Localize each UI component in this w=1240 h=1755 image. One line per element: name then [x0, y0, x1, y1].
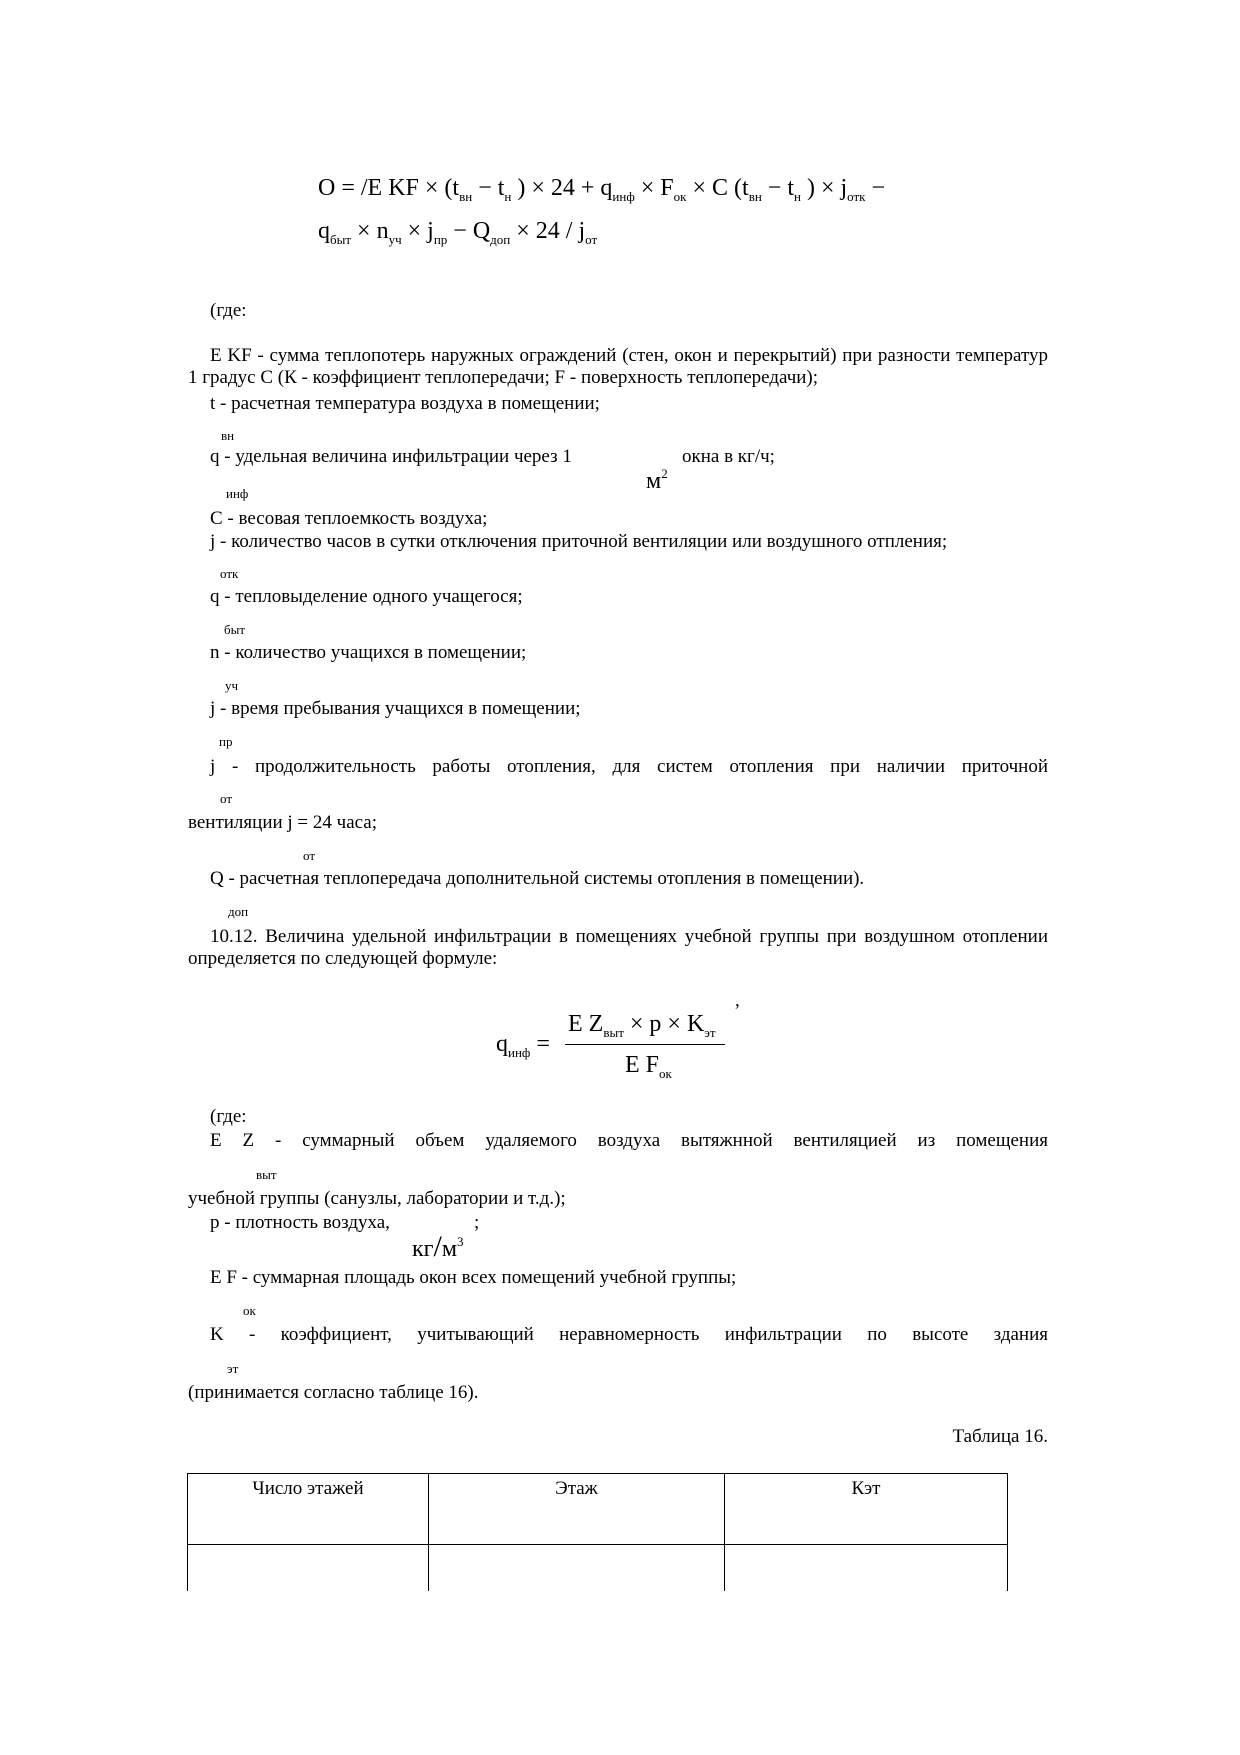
def-c: С - весовая теплоемкость воздуха; — [210, 508, 488, 529]
def-j-otk: j - количество часов в сутки отключения приточной вентиляции или воздушного отпления; — [210, 531, 948, 552]
where-label: (где: — [210, 300, 247, 321]
unit-m2: $м^2$ — [646, 466, 668, 494]
def-q-inf-subscript: инф — [226, 486, 249, 501]
def-ez: E Z - суммарный объем удаляемого воздуха вытяжнной вентиляцией из помещения — [210, 1130, 1048, 1151]
def-t: t - расчетная температура воздуха в помещении; — [210, 393, 600, 414]
def-ef-subscript: ок — [243, 1303, 256, 1318]
def-t-subscript: вн — [221, 428, 235, 443]
def-p-semicolon: ; — [474, 1212, 480, 1233]
def-n-subscript: уч — [225, 678, 239, 693]
table-row — [188, 1545, 1008, 1592]
def-p: p - плотность воздуха, — [210, 1212, 390, 1233]
formula-1-line-2: $q_{быт} \times n_{уч} \times j_{пр} - Q_{доп} \times 24 / j_{от}$ — [318, 218, 598, 247]
def-q-inf: q - удельная величина инфильтрации через 1 — [210, 446, 572, 467]
table-header-cell: Число этажей — [188, 1474, 429, 1545]
def-vent-subscript: от — [303, 848, 316, 863]
fraction-bar — [565, 1044, 725, 1045]
def-ef: E F - суммарная площадь окон всех помещений учебной группы; — [210, 1267, 737, 1288]
def-vent: вентиляции j = 24 часа; — [188, 812, 378, 833]
def-q-byt: q - тепловыделение одного учащегося; — [210, 586, 523, 607]
table-cell — [725, 1545, 1008, 1592]
def-q-dop: Q - расчетная теплопередача дополнительной системы отопления в помещении). — [210, 868, 865, 889]
def-j-ot-subscript: от — [220, 791, 233, 806]
def-j-pr-subscript: пр — [219, 734, 233, 749]
def-n: n - количество учащихся в помещении; — [210, 642, 527, 663]
table-header-cell: Этаж — [429, 1474, 725, 1545]
table-cell — [188, 1545, 429, 1592]
formula-1-line-1: O = /E KF × ($t_{вн} - t_н$ ) × $24 + q_{инф} \times F_{ок} \times C$ ($t_{вн} - t_н$ ) × $j_{отк}$ − — [318, 175, 886, 204]
def-k-continued: (принимается согласно таблице 16). — [188, 1382, 479, 1403]
table-cell — [429, 1545, 725, 1592]
def-q-dop-subscript: доп — [228, 904, 249, 919]
formula-2-denominator: E $F_{ок}$ — [625, 1052, 672, 1081]
def-j-otk-subscript: отк — [220, 566, 239, 581]
table-16 — [187, 1473, 1008, 1591]
formula-2-numerator: E $Z_{выт} \times p \times K_{эт}$ — [568, 1011, 716, 1040]
def-j-ot: j - продолжительность работы отопления, для систем отопления при наличии приточной — [210, 756, 1048, 777]
formula-2-comma: , — [735, 990, 740, 1011]
table-caption: Таблица 16. — [952, 1426, 1048, 1447]
table-header-cell: Кэт — [725, 1474, 1008, 1545]
paragraph-10-12: 10.12. Величина удельной инфильтрации в помещениях учебной группы при воздушном отоплении определяется по следующей формуле: — [188, 926, 1048, 969]
def-ez-subscript: выт — [256, 1167, 277, 1182]
formula-2-lhs: $q_{инф}$ = — [496, 1031, 550, 1060]
def-j-pr: j - время пребывания учащихся в помещении; — [210, 698, 581, 719]
def-ez-continued: учебной группы (санузлы, лаборатории и т.д.); — [188, 1188, 566, 1209]
where2-label: (где: — [210, 1106, 247, 1127]
def-ekf: E KF - сумма теплопотерь наружных ограждений (стен, окон и перекрытий) при разности температур 1 градус С (К - коэффициент теплопередачи; F - поверхность теплопередачи); — [188, 345, 1048, 388]
def-k: K - коэффициент, учитывающий неравномерность инфильтрации по высоте здания — [210, 1324, 1048, 1345]
def-q-byt-subscript: быт — [224, 622, 246, 637]
def-k-subscript: эт — [227, 1361, 239, 1376]
def-q-inf-tail: окна в кг/ч; — [682, 446, 775, 467]
unit-kg-per-m3: $кг/м^3$ — [412, 1230, 464, 1263]
table-header-row — [188, 1474, 1008, 1545]
